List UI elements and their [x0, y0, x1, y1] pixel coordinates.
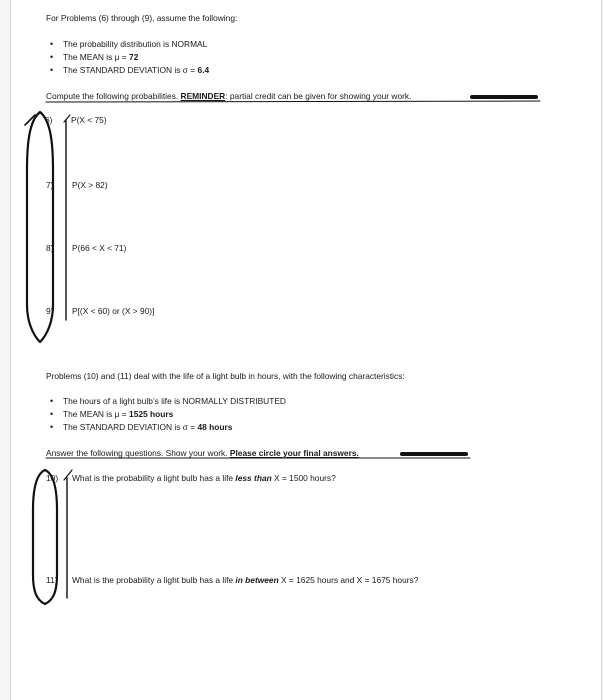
problem-8-text: P(66 < X < 71): [72, 243, 127, 253]
bullet-icon: •: [50, 52, 54, 62]
bullet-light-bulb-stddev: The STANDARD DEVIATION is σ = 48 hours: [63, 422, 233, 432]
bullet-light-bulb-mean: The MEAN is μ = 1525 hours: [63, 409, 174, 419]
problem-9-text: P[(X < 60) or (X > 90)]: [72, 306, 155, 316]
problem-10-text: What is the probability a light bulb has a life less than X = 1500 hours?: [72, 473, 336, 483]
answer-instruction: Answer the following questions. Show your work. Please circle your final answers.: [46, 448, 359, 458]
problem-10-number: 10): [46, 473, 59, 483]
bullet-icon: •: [50, 409, 54, 419]
problem-7-number: 7): [46, 180, 54, 190]
tick-mark: [64, 470, 72, 480]
bullet-icon: •: [50, 396, 54, 406]
bullet-icon: •: [50, 39, 54, 49]
bullet-mean: The MEAN is μ = 72: [63, 52, 139, 62]
problem-7-text: P(X > 82): [72, 180, 108, 190]
section2-heading: Problems (10) and (11) deal with the life of a light bulb in hours, with the following characteristics:: [46, 371, 405, 381]
bullet-icon: •: [50, 422, 54, 432]
bullet-icon: •: [50, 65, 54, 75]
problem-6-number: 6): [45, 115, 53, 125]
problem-8-number: 8): [46, 243, 54, 253]
bullet-distribution: The probability distribution is NORMAL: [63, 39, 208, 49]
problem-9-number: 9): [46, 306, 54, 316]
left-bracket-mark: [33, 470, 57, 604]
underline-mark: [46, 101, 540, 102]
tick-mark: [64, 115, 70, 122]
section1-heading: For Problems (6) through (9), assume the following:: [46, 13, 238, 23]
bullet-stddev: The STANDARD DEVIATION is σ = 6.4: [63, 65, 210, 75]
left-bracket-mark: [27, 112, 53, 342]
problem-6-text: P(X < 75): [71, 115, 107, 125]
problem-11-text: What is the probability a light bulb has a life in between X = 1625 hours and X = 1675 hours?: [72, 575, 419, 585]
problem-11-number: 11): [46, 575, 58, 585]
bullet-light-bulb-distribution: The hours of a light bulb’s life is NORMALLY DISTRIBUTED: [63, 396, 286, 406]
compute-instruction: Compute the following probabilities. REMINDER: partial credit can be given for showing your work.: [46, 91, 412, 101]
